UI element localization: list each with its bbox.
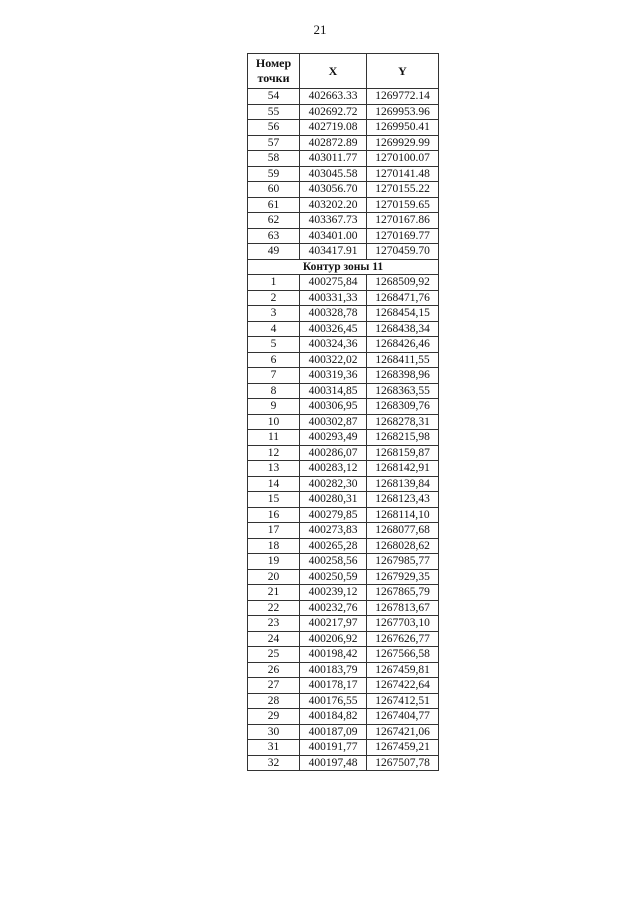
- y-cell: 1269929.99: [367, 135, 439, 151]
- point-number-cell: 61: [248, 197, 300, 213]
- y-cell: 1267421,06: [367, 724, 439, 740]
- header-point-line2: точки: [257, 71, 290, 85]
- coordinates-table: [247, 53, 439, 771]
- point-number-cell: 19: [248, 554, 300, 570]
- point-number-cell: 32: [248, 755, 300, 771]
- y-cell: 1270155.22: [367, 182, 439, 198]
- y-cell: 1268114,10: [367, 507, 439, 523]
- y-cell: 1267412,51: [367, 693, 439, 709]
- y-cell: 1267813,67: [367, 600, 439, 616]
- point-number-cell: 10: [248, 414, 300, 430]
- x-cell: 402663.33: [300, 89, 367, 105]
- point-number-cell: 1: [248, 275, 300, 291]
- y-cell: 1267626,77: [367, 631, 439, 647]
- y-cell: 1267566,58: [367, 647, 439, 663]
- point-number-cell: 7: [248, 368, 300, 384]
- table-row: [248, 321, 439, 337]
- y-cell: 1269950.41: [367, 120, 439, 136]
- x-cell: 400282,30: [300, 476, 367, 492]
- header-point-number: [248, 54, 300, 89]
- point-number-cell: 56: [248, 120, 300, 136]
- point-number-cell: 9: [248, 399, 300, 415]
- point-number-cell: 6: [248, 352, 300, 368]
- x-cell: 403367.73: [300, 213, 367, 229]
- x-cell: 400250,59: [300, 569, 367, 585]
- y-cell: 1270167.86: [367, 213, 439, 229]
- point-number-cell: 55: [248, 104, 300, 120]
- table-row: [248, 631, 439, 647]
- point-number-cell: 13: [248, 461, 300, 477]
- y-cell: 1268142,91: [367, 461, 439, 477]
- table-row: [248, 213, 439, 229]
- point-number-cell: 28: [248, 693, 300, 709]
- y-cell: 1267459,81: [367, 662, 439, 678]
- point-number-cell: 62: [248, 213, 300, 229]
- table-row: [248, 151, 439, 167]
- x-cell: 400258,56: [300, 554, 367, 570]
- table-row: [248, 709, 439, 725]
- point-number-cell: 12: [248, 445, 300, 461]
- y-cell: 1270459.70: [367, 244, 439, 260]
- table-row: [248, 662, 439, 678]
- table-row: [248, 337, 439, 353]
- x-cell: 400324,36: [300, 337, 367, 353]
- y-cell: 1267985,77: [367, 554, 439, 570]
- point-number-cell: 54: [248, 89, 300, 105]
- table-row: [248, 306, 439, 322]
- table-row: [248, 507, 439, 523]
- x-cell: 400232,76: [300, 600, 367, 616]
- table-row: [248, 383, 439, 399]
- x-cell: 400197,48: [300, 755, 367, 771]
- table-row: [248, 476, 439, 492]
- table-row: [248, 492, 439, 508]
- table-row: [248, 616, 439, 632]
- x-cell: 400328,78: [300, 306, 367, 322]
- table-row: [248, 104, 439, 120]
- point-number-cell: 63: [248, 228, 300, 244]
- y-cell: 1268509,92: [367, 275, 439, 291]
- point-number-cell: 5: [248, 337, 300, 353]
- table-row: [248, 244, 439, 260]
- x-cell: 400206,92: [300, 631, 367, 647]
- x-cell: 400302,87: [300, 414, 367, 430]
- table-row: [248, 554, 439, 570]
- point-number-cell: 49: [248, 244, 300, 260]
- y-cell: 1267929,35: [367, 569, 439, 585]
- point-number-cell: 17: [248, 523, 300, 539]
- point-number-cell: 59: [248, 166, 300, 182]
- y-cell: 1270169.77: [367, 228, 439, 244]
- x-cell: 400314,85: [300, 383, 367, 399]
- table-row: [248, 182, 439, 198]
- table-row: [248, 523, 439, 539]
- x-cell: 400184,82: [300, 709, 367, 725]
- y-cell: 1268028,62: [367, 538, 439, 554]
- y-cell: 1267507,78: [367, 755, 439, 771]
- table-body: [248, 89, 439, 771]
- point-number-cell: 8: [248, 383, 300, 399]
- header-y: Y: [367, 54, 439, 89]
- x-cell: 400239,12: [300, 585, 367, 601]
- point-number-cell: 23: [248, 616, 300, 632]
- point-number-cell: 3: [248, 306, 300, 322]
- x-cell: 403045.58: [300, 166, 367, 182]
- x-cell: 400306,95: [300, 399, 367, 415]
- x-cell: 400331,33: [300, 290, 367, 306]
- x-cell: 400319,36: [300, 368, 367, 384]
- y-cell: 1267422,64: [367, 678, 439, 694]
- x-cell: 400265,28: [300, 538, 367, 554]
- x-cell: 400187,09: [300, 724, 367, 740]
- y-cell: 1268077,68: [367, 523, 439, 539]
- table-row: [248, 399, 439, 415]
- x-cell: 400178,17: [300, 678, 367, 694]
- table-row: [248, 693, 439, 709]
- table-row: [248, 166, 439, 182]
- point-number-cell: 58: [248, 151, 300, 167]
- y-cell: 1270141.48: [367, 166, 439, 182]
- point-number-cell: 31: [248, 740, 300, 756]
- point-number-cell: 25: [248, 647, 300, 663]
- x-cell: 400198,42: [300, 647, 367, 663]
- table-row: [248, 275, 439, 291]
- x-cell: 400176,55: [300, 693, 367, 709]
- table-row: [248, 585, 439, 601]
- y-cell: 1267459,21: [367, 740, 439, 756]
- point-number-cell: 22: [248, 600, 300, 616]
- x-cell: 402872.89: [300, 135, 367, 151]
- y-cell: 1269953.96: [367, 104, 439, 120]
- x-cell: 403202.20: [300, 197, 367, 213]
- y-cell: 1267404,77: [367, 709, 439, 725]
- table-row: [248, 290, 439, 306]
- point-number-cell: 14: [248, 476, 300, 492]
- point-number-cell: 18: [248, 538, 300, 554]
- table-row: [248, 724, 439, 740]
- point-number-cell: 57: [248, 135, 300, 151]
- y-cell: 1267865,79: [367, 585, 439, 601]
- table-row: [248, 414, 439, 430]
- point-number-cell: 30: [248, 724, 300, 740]
- header-point-line1: Номер: [255, 56, 292, 70]
- point-number-cell: 16: [248, 507, 300, 523]
- table-row: [248, 430, 439, 446]
- point-number-cell: 27: [248, 678, 300, 694]
- page-number: 21: [313, 22, 327, 37]
- point-number-cell: 26: [248, 662, 300, 678]
- table-row: [248, 740, 439, 756]
- table-row: [248, 538, 439, 554]
- y-cell: 1268309,76: [367, 399, 439, 415]
- x-cell: 402692.72: [300, 104, 367, 120]
- table-row: [248, 197, 439, 213]
- point-number-cell: 15: [248, 492, 300, 508]
- y-cell: 1270100.07: [367, 151, 439, 167]
- y-cell: 1268159,87: [367, 445, 439, 461]
- x-cell: 400322,02: [300, 352, 367, 368]
- y-cell: 1267703,10: [367, 616, 439, 632]
- table-row: [248, 461, 439, 477]
- y-cell: 1268398,96: [367, 368, 439, 384]
- x-cell: 400217,97: [300, 616, 367, 632]
- table-row: [248, 678, 439, 694]
- x-cell: 400279,85: [300, 507, 367, 523]
- table-row: [248, 228, 439, 244]
- y-cell: 1268278,31: [367, 414, 439, 430]
- x-cell: 400183,79: [300, 662, 367, 678]
- table-header-row: [248, 54, 439, 89]
- x-cell: 400275,84: [300, 275, 367, 291]
- x-cell: 403056.70: [300, 182, 367, 198]
- point-number-cell: 60: [248, 182, 300, 198]
- y-cell: 1268454,15: [367, 306, 439, 322]
- y-cell: 1268438,34: [367, 321, 439, 337]
- x-cell: 400286,07: [300, 445, 367, 461]
- table-row: [248, 135, 439, 151]
- x-cell: 402719.08: [300, 120, 367, 136]
- y-cell: 1270159.65: [367, 197, 439, 213]
- table-row: [248, 352, 439, 368]
- x-cell: 403011.77: [300, 151, 367, 167]
- y-cell: 1268471,76: [367, 290, 439, 306]
- y-cell: 1268215,98: [367, 430, 439, 446]
- point-number-cell: 20: [248, 569, 300, 585]
- table-row: [248, 89, 439, 105]
- y-cell: 1268426,46: [367, 337, 439, 353]
- x-cell: 403417.91: [300, 244, 367, 260]
- section-title-row: [248, 259, 439, 275]
- x-cell: 400191,77: [300, 740, 367, 756]
- x-cell: 400293,49: [300, 430, 367, 446]
- point-number-cell: 29: [248, 709, 300, 725]
- table-row: [248, 600, 439, 616]
- point-number-cell: 4: [248, 321, 300, 337]
- section-title: Контур зоны 11: [248, 259, 439, 275]
- header-x: X: [300, 54, 367, 89]
- point-number-cell: 21: [248, 585, 300, 601]
- x-cell: 400273,83: [300, 523, 367, 539]
- table-row: [248, 120, 439, 136]
- x-cell: 400326,45: [300, 321, 367, 337]
- y-cell: 1268139,84: [367, 476, 439, 492]
- x-cell: 400280,31: [300, 492, 367, 508]
- table-row: [248, 569, 439, 585]
- point-number-cell: 11: [248, 430, 300, 446]
- y-cell: 1269772.14: [367, 89, 439, 105]
- point-number-cell: 24: [248, 631, 300, 647]
- table-row: [248, 755, 439, 771]
- y-cell: 1268363,55: [367, 383, 439, 399]
- table-row: [248, 368, 439, 384]
- table-row: [248, 445, 439, 461]
- point-number-cell: 2: [248, 290, 300, 306]
- x-cell: 400283,12: [300, 461, 367, 477]
- table-row: [248, 647, 439, 663]
- x-cell: 403401.00: [300, 228, 367, 244]
- y-cell: 1268123,43: [367, 492, 439, 508]
- y-cell: 1268411,55: [367, 352, 439, 368]
